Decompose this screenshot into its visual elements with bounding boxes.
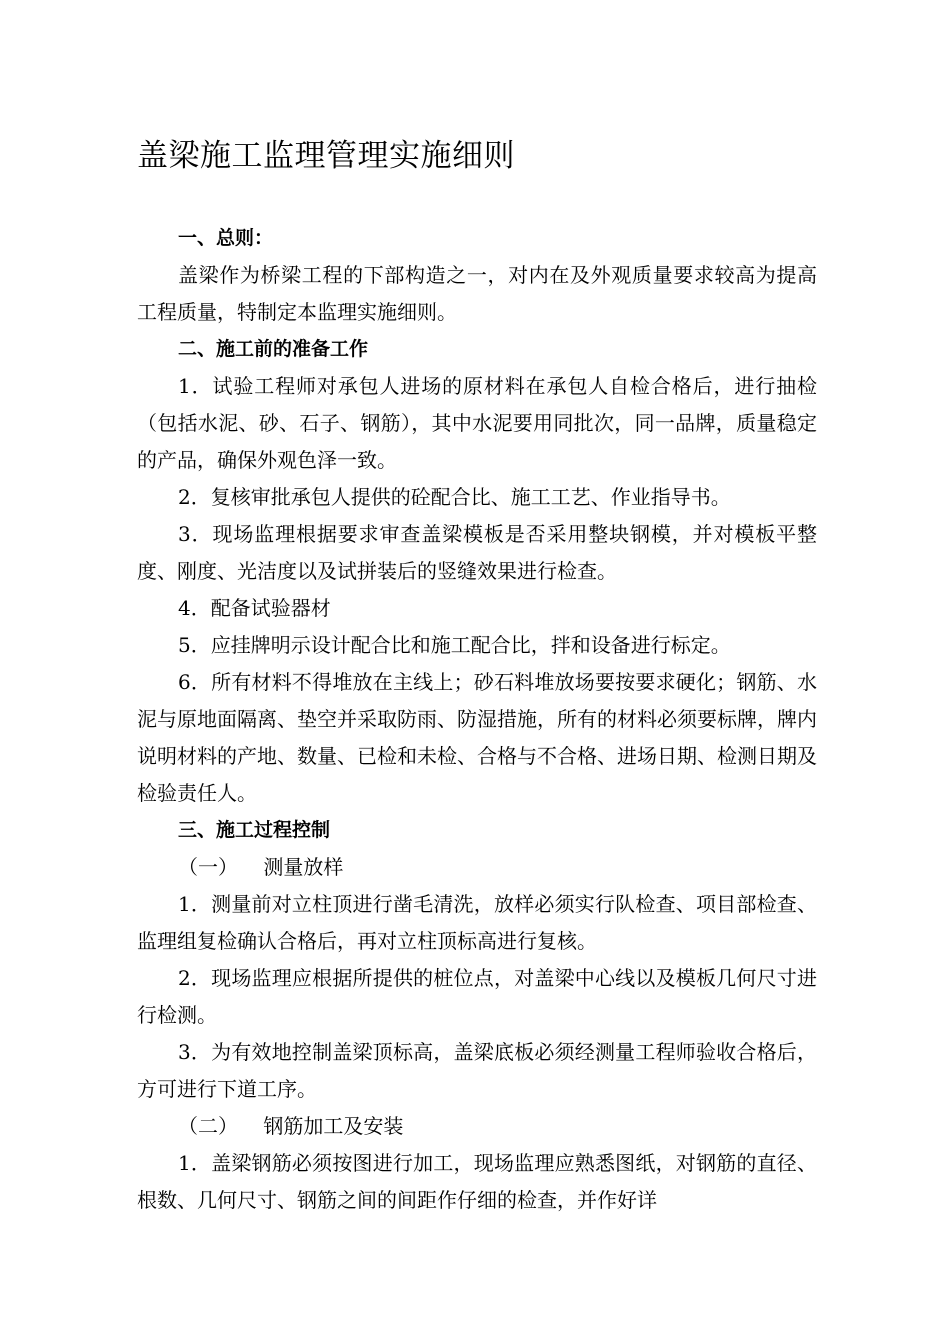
paragraph-prep-6: 6．所有材料不得堆放在主线上；砂石料堆放场要按要求硬化；钢筋、水泥与原地面隔离、垫空并采取防雨、防湿措施，所有的材料必须要标牌，牌内说明材料的产地、数量、已检和未检、合格与不合格、进场日期、检测日期及检验责任人。 [137,670,817,805]
paragraph-general-intro: 盖梁作为桥梁工程的下部构造之一，对内在及外观质量要求较高为提高工程质量，特制定本监理实施细则。 [137,263,817,324]
subsection-heading-survey: （一） 测量放样 [178,855,344,879]
section-heading-general: 一、总则： [178,227,274,249]
paragraph-prep-4: 4．配备试验器材 [178,596,331,620]
paragraph-survey-1: 1．测量前对立柱顶进行凿毛清洗，放样必须实行队检查、项目部检查、监理组复检确认合格后，再对立柱顶标高进行复核。 [137,892,817,953]
document-body [137,220,817,1219]
subsection-heading-rebar: （二） 钢筋加工及安装 [178,1114,404,1138]
section-heading-preparation: 二、施工前的准备工作 [178,338,369,360]
section-heading-process-control: 三、施工过程控制 [178,819,331,841]
paragraph-survey-2: 2．现场监理应根据所提供的桩位点，对盖梁中心线以及模板几何尺寸进行检测。 [137,966,817,1027]
paragraph-rebar-1: 1．盖梁钢筋必须按图进行加工，现场监理应熟悉图纸，对钢筋的直径、根数、几何尺寸、钢筋之间的间距作仔细的检查，并作好详 [137,1151,817,1212]
paragraph-prep-1: 1．试验工程师对承包人进场的原材料在承包人自检合格后，进行抽检（包括水泥、砂、石子、钢筋），其中水泥要用同批次，同一品牌，质量稳定的产品，确保外观色泽一致。 [137,374,817,472]
paragraph-prep-3: 3．现场监理根据要求审查盖梁模板是否采用整块钢模，并对模板平整度、刚度、光洁度以及试拼装后的竖缝效果进行检查。 [137,522,817,583]
document-title: 盖梁施工监理管理实施细则 [137,138,515,174]
paragraph-survey-3: 3．为有效地控制盖梁顶标高，盖梁底板必须经测量工程师验收合格后，方可进行下道工序。 [137,1040,817,1101]
paragraph-prep-2: 2．复核审批承包人提供的砼配合比、施工工艺、作业指导书。 [178,485,731,509]
paragraph-prep-5: 5．应挂牌明示设计配合比和施工配合比，拌和设备进行标定。 [178,633,731,657]
